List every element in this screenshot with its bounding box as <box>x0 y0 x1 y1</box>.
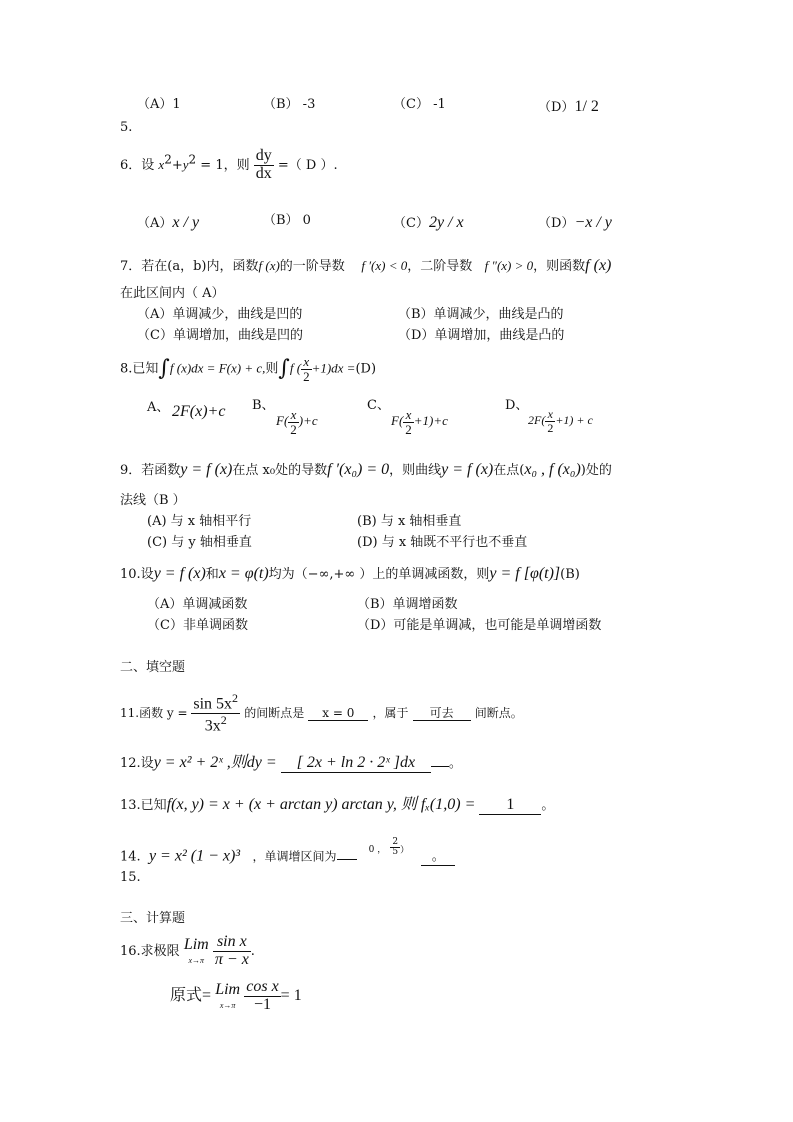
q8-option-d: 2F( $\frac{x}{2}$ +1) + c <box>528 407 593 435</box>
q11-question: 11.函数 y = $\frac{\sin 5x^2}{3x^2}$ 的间断点是 x = 0 ，属于 可去 间断点。 <box>120 691 523 735</box>
q12-blank-answer: [ 2x + ln 2 · 2ˣ ]dx <box>281 754 431 773</box>
q10-option-d: （D）可能是单调减，也可能是单调增函数 <box>357 618 602 633</box>
section-title-fill-in: 二、填空题 <box>120 660 186 675</box>
q9-option-b: (B) 与 x 轴相垂直 <box>357 514 462 529</box>
q7-option-b: （B）单调减少，曲线是凸的 <box>398 307 564 322</box>
q4-option-d: （D）1/ 2 <box>538 98 599 115</box>
q8-option-c: F( $\frac{x}{2}$ +1)+c <box>391 407 448 437</box>
q7-option-c: （C）单调增加，曲线是凹的 <box>137 328 303 343</box>
q10-question: 10.设y = f (x)和x = φ(t)均为（−∞,+∞ ）上的单调减函数，则y = f [φ(t)](B) <box>120 565 580 582</box>
q6-option-b: （B） 0 <box>263 213 311 228</box>
q12-question: 12.设y = x² + 2ˣ ,则dy = [ 2x + ln 2 · 2ˣ ]dx 。 <box>120 754 462 771</box>
q8-option-a: 2F(x)+c <box>172 403 226 420</box>
q16-question: 16.求极限 Lim x→π $\frac{\text{sin x}}{\pi - x}$ . <box>120 933 255 968</box>
q9-option-d: (D) 与 x 轴既不平行也不垂直 <box>357 535 528 550</box>
q13-question: 13.已知f(x, y) = x + (x + arctan y) arctan y, 则 fₓ(1,0) = 1 。 <box>120 796 555 813</box>
q4-option-c: （C） -1 <box>393 97 446 112</box>
q9-question: 9．若函数y = f (x)在点 x₀处的导数f ′(x₀) = 0，则曲线y = f (x)在点(x₀ , f (x₀))处的 <box>120 461 612 478</box>
integral-sign-icon: ∫ <box>158 356 170 382</box>
q14-blank-end: 。 <box>421 850 455 865</box>
q6-question: 6．设 $x^2+y^2 = 1$，则 $\frac{dy}{dx}$ =（ D ）. <box>120 147 338 182</box>
q8-question: 8.已知∫f (x)dx = F(x) + c,则∫f ( $\frac{x}{2}$ +1)dx =(D) <box>120 354 377 384</box>
integral-sign-icon: ∫ <box>278 356 290 382</box>
q15-number: 15. <box>120 870 141 885</box>
q11-blank-type: 可去 <box>413 707 471 721</box>
q8-option-c-label: C、 <box>367 398 390 413</box>
q10-option-b: （B）单调增函数 <box>357 597 458 612</box>
q6-fraction-den: dx <box>255 164 272 182</box>
q16-solution: 原式= Lim x→π $\frac{\text{cos x}}{-1}$ = 1 <box>170 978 302 1013</box>
q11-blank-point: x = 0 <box>308 707 368 721</box>
q10-option-c: （C）非单调函数 <box>147 618 248 633</box>
q6-option-a: （A）x / y <box>137 214 200 231</box>
q6-fraction-num: dy <box>255 147 272 164</box>
q9-option-c: (C) 与 y 轴相垂直 <box>147 535 252 550</box>
q4-option-b: （B） -3 <box>263 97 316 112</box>
section-title-calculation: 三、计算题 <box>120 911 186 926</box>
q7-line2: 在此区间内（ A） <box>120 286 225 301</box>
q8-option-d-label: D、 <box>505 398 529 413</box>
q8-option-a-label: A、 <box>147 400 170 415</box>
q10-option-a: （A）单调减函数 <box>147 597 248 612</box>
q6-option-c: （C）2y / x <box>393 214 464 231</box>
q7-option-a: （A）单调减少，曲线是凹的 <box>137 307 303 322</box>
q9-option-a: (A) 与 x 轴相平行 <box>147 514 252 529</box>
q14-question: 14. y = x² (1 − x)³ ，单调增区间为 $^{0 ,}$ $\frac{2}{5}$ ） 。 <box>120 838 455 866</box>
q8-option-b: F( $\frac{x}{2}$ )+c <box>276 407 318 437</box>
q13-blank-answer: 1 <box>479 796 541 815</box>
q6-option-d: （D）−x / y <box>538 214 612 231</box>
q14-interval-start: 0 ， <box>368 845 387 856</box>
q7-option-d: （D）单调增加，曲线是凸的 <box>398 328 565 343</box>
q5-number: 5. <box>120 120 133 135</box>
q7-question: 7．若在(a，b)内，函数f (x)的一阶导数 f ′(x) < 0，二阶导数 f ″(x) > 0，则函数f (x) <box>120 257 612 274</box>
q4-option-a: （A）1 <box>137 97 181 112</box>
q9-line2: 法线（B ） <box>120 493 186 508</box>
q8-option-b-label: B、 <box>252 398 275 413</box>
